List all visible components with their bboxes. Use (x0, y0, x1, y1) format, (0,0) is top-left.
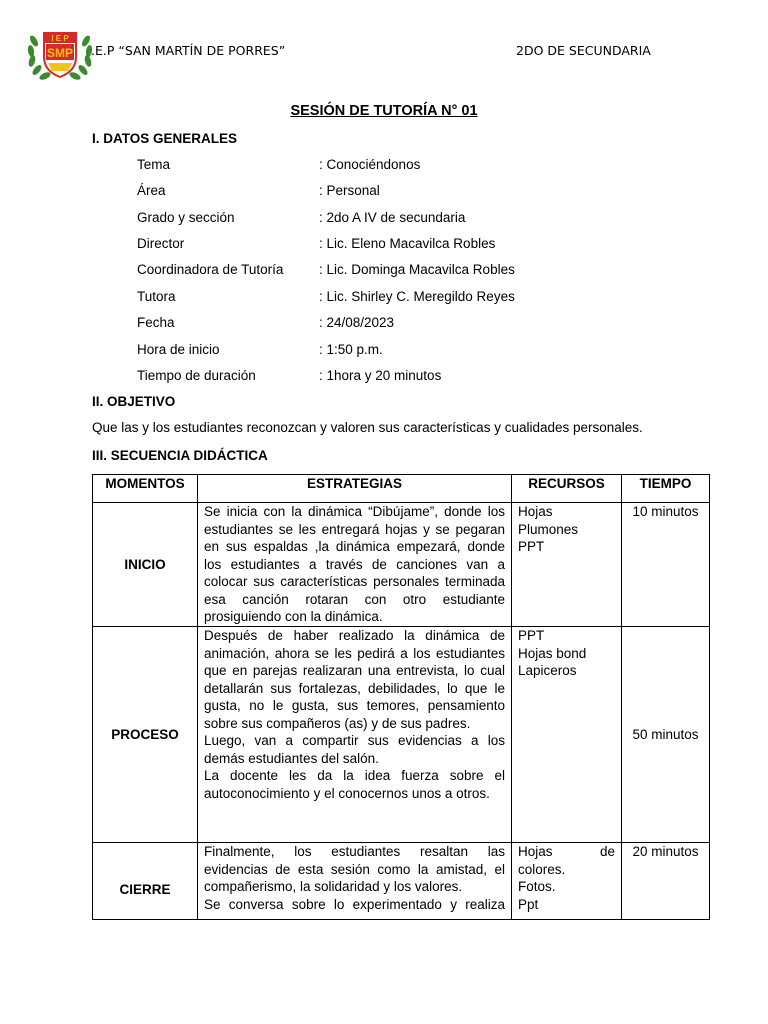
data-row-value: : 24/08/2023 (319, 315, 395, 330)
data-row-label: Tutora (137, 289, 176, 304)
section-heading-objective: II. OBJETIVO (92, 394, 176, 409)
time-cell: 20 minutos (622, 843, 710, 920)
resource-item: Lapiceros (518, 663, 577, 678)
data-row-value: : 1:50 p.m. (319, 342, 383, 357)
school-name: .E.P “SAN MARTÍN DE PORRES” (91, 43, 286, 58)
resource-item: Fotos. (518, 879, 556, 894)
strategy-paragraph: Finalmente, los estudiantes resaltan las evidencias de esta sesión como la amistad, el compañerismo, la solidaridad y los valores. (204, 844, 505, 894)
resources-cell (512, 503, 622, 627)
moment-cell: CIERRE (93, 843, 198, 920)
column-header: TIEMPO (622, 475, 710, 503)
data-row-label: Fecha (137, 315, 175, 330)
table-row (93, 843, 710, 920)
strategy-paragraph: Luego, van a compartir sus evidencias a los demás estudiantes del salón. (204, 733, 505, 766)
time-cell: 10 minutos (622, 503, 710, 627)
resource-item: Hojas (518, 504, 553, 519)
data-row-label: Tema (137, 157, 171, 172)
data-row-value: : Conociéndonos (319, 157, 421, 172)
grade-label: 2DO DE SECUNDARIA (516, 43, 651, 58)
resource-item: PPT (518, 539, 545, 554)
resource-item: Hojas bond (518, 645, 587, 661)
strategy-cell (198, 503, 512, 627)
data-row-label: Coordinadora de Tutoría (137, 262, 284, 277)
table-header-row (93, 475, 710, 503)
column-header: MOMENTOS (93, 475, 198, 503)
column-header: ESTRATEGIAS (198, 475, 512, 503)
strategy-paragraph: Se inicia con la dinámica “Dibújame”, donde los estudiantes se les entregará hojas y se pegaran en sus espaldas ,la dinámica empezará, donde los estudiantes a través de canciones van a colocar sus características personales terminada esa canción rotaran con otro estudiante prosiguiendo con la dinámica. (204, 504, 505, 624)
data-row-label: Director (137, 236, 185, 251)
objective-text: Que las y los estudiantes reconozcan y valoren sus características y cualidades personales. (92, 420, 643, 435)
data-row-value: : Lic. Eleno Macavilca Robles (319, 236, 496, 251)
logo-main-text: SMP (46, 46, 74, 60)
resource-item: Hojas de colores. (518, 844, 615, 877)
page-title: SESIÓN DE TUTORÍA N° 01 (290, 103, 478, 119)
data-row-label: Tiempo de duración (137, 368, 256, 383)
section-heading-general: I. DATOS GENERALES (92, 131, 238, 146)
data-row-label: Grado y sección (137, 210, 235, 225)
section-heading-sequence: III. SECUENCIA DIDÁCTICA (92, 448, 268, 463)
table-row (93, 503, 710, 627)
strategy-paragraph: La docente les da la idea fuerza sobre el autoconocimiento y el conocernos unos a otros. (204, 768, 505, 801)
strategy-paragraph: Se conversa sobre lo experimentado y realiza (204, 896, 505, 912)
moment-cell: PROCESO (93, 627, 198, 843)
resource-item: PPT (518, 628, 545, 643)
strategy-paragraph: Después de haber realizado la dinámica de animación, ahora se les pedirá a los estudiantes que en parejas realizaran una entrevista, lo cual detallarán sus fortalezas, debilidades, lo que le gusta, no le gusta, sus temores, pensamiento sobre sus compañeros (as) y de sus padres. (204, 628, 505, 731)
school-logo (26, 27, 94, 81)
strategy-cell (198, 627, 512, 843)
data-row-value: : Lic. Dominga Macavilca Robles (319, 262, 515, 277)
sequence-table (92, 474, 710, 920)
time-cell: 50 minutos (622, 627, 710, 843)
moment-cell: INICIO (93, 503, 198, 627)
strategy-cell (198, 843, 512, 920)
resources-cell (512, 843, 622, 920)
resource-item: Plumones (518, 521, 579, 537)
data-row-value: : Personal (319, 183, 380, 198)
resource-item: Ppt (518, 896, 539, 912)
column-header: RECURSOS (512, 475, 622, 503)
resources-cell (512, 627, 622, 843)
table-row (93, 627, 710, 843)
data-row-value: : Lic. Shirley C. Meregildo Reyes (319, 289, 515, 304)
data-row-value: : 2do A IV de secundaria (319, 210, 466, 225)
data-row-label: Área (137, 183, 166, 198)
logo-top-text: I E P (51, 34, 69, 43)
document-header (0, 0, 768, 90)
data-row-value: : 1hora y 20 minutos (319, 368, 442, 383)
data-row-label: Hora de inicio (137, 342, 220, 357)
